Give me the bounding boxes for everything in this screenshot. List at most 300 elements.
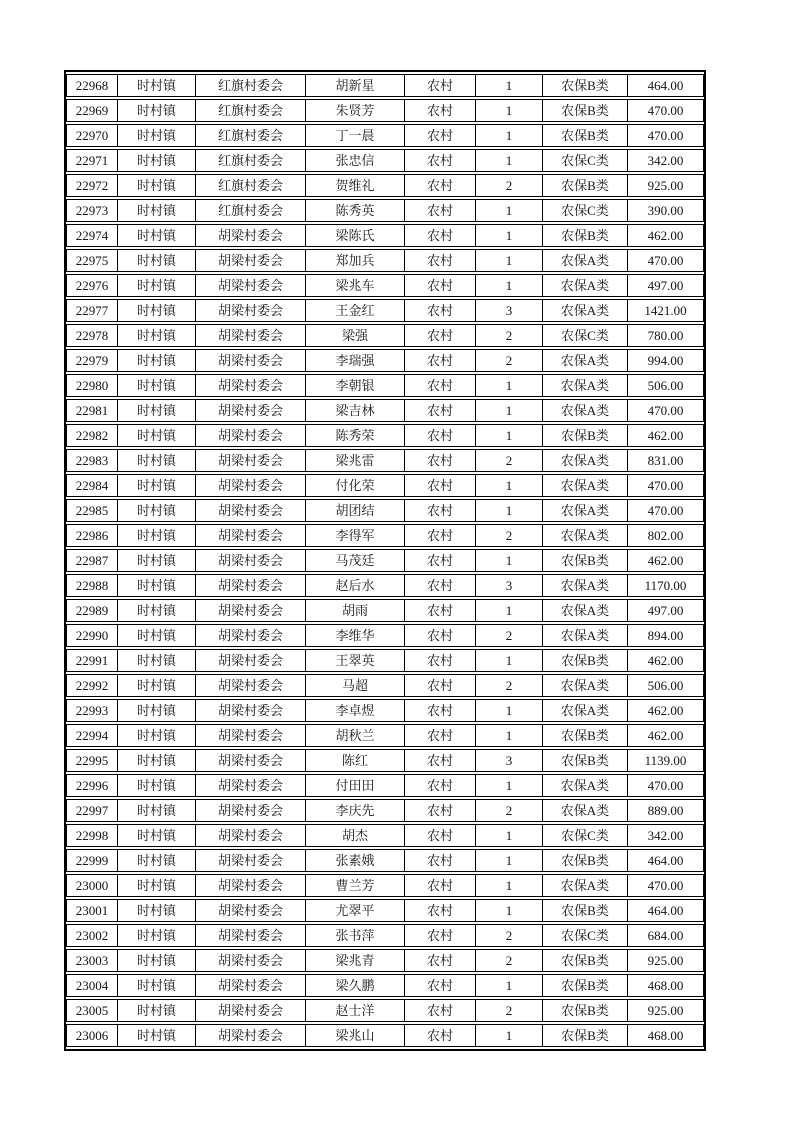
cell-person-count: 2: [475, 174, 542, 197]
table-row: [66, 599, 704, 622]
cell-insurance-class: 农保B类: [542, 949, 627, 972]
table-row: [66, 524, 704, 547]
table-row: [66, 324, 704, 347]
cell-insurance-class: 农保A类: [542, 599, 627, 622]
cell-village-committee: 胡梁村委会: [195, 624, 305, 647]
cell-village-committee: 胡梁村委会: [195, 999, 305, 1022]
cell-residence-type: 农村: [404, 149, 475, 172]
cell-person-name: 梁兆车: [305, 274, 404, 297]
cell-village-committee: 胡梁村委会: [195, 899, 305, 922]
table-row: [66, 399, 704, 422]
cell-amount: 470.00: [627, 474, 704, 497]
cell-town: 时村镇: [117, 799, 195, 822]
cell-insurance-class: 农保A类: [542, 874, 627, 897]
cell-village-committee: 胡梁村委会: [195, 499, 305, 522]
cell-insurance-class: 农保A类: [542, 624, 627, 647]
cell-amount: 464.00: [627, 849, 704, 872]
cell-person-count: 1: [475, 249, 542, 272]
table-row: [66, 699, 704, 722]
cell-person-count: 1: [475, 474, 542, 497]
cell-person-name: 马超: [305, 674, 404, 697]
cell-town: 时村镇: [117, 749, 195, 772]
cell-village-committee: 胡梁村委会: [195, 974, 305, 997]
cell-person-name: 梁陈氏: [305, 224, 404, 247]
cell-village-committee: 胡梁村委会: [195, 374, 305, 397]
cell-person-count: 1: [475, 74, 542, 97]
cell-serial-no: 22977: [66, 299, 117, 322]
cell-person-count: 2: [475, 924, 542, 947]
table-row: [66, 499, 704, 522]
cell-person-count: 1: [475, 549, 542, 572]
cell-residence-type: 农村: [404, 624, 475, 647]
cell-residence-type: 农村: [404, 574, 475, 597]
cell-person-count: 1: [475, 199, 542, 222]
cell-town: 时村镇: [117, 199, 195, 222]
cell-village-committee: 胡梁村委会: [195, 699, 305, 722]
cell-serial-no: 22974: [66, 224, 117, 247]
table-row: [66, 74, 704, 97]
cell-amount: 462.00: [627, 649, 704, 672]
cell-person-name: 梁兆青: [305, 949, 404, 972]
cell-serial-no: 22996: [66, 774, 117, 797]
cell-residence-type: 农村: [404, 399, 475, 422]
cell-village-committee: 红旗村委会: [195, 174, 305, 197]
cell-serial-no: 22971: [66, 149, 117, 172]
cell-person-count: 2: [475, 799, 542, 822]
cell-person-count: 1: [475, 224, 542, 247]
cell-insurance-class: 农保C类: [542, 924, 627, 947]
cell-person-name: 马茂廷: [305, 549, 404, 572]
table-row: [66, 849, 704, 872]
cell-town: 时村镇: [117, 774, 195, 797]
cell-insurance-class: 农保A类: [542, 499, 627, 522]
cell-insurance-class: 农保A类: [542, 399, 627, 422]
cell-residence-type: 农村: [404, 74, 475, 97]
cell-amount: 470.00: [627, 499, 704, 522]
cell-serial-no: 22989: [66, 599, 117, 622]
cell-residence-type: 农村: [404, 449, 475, 472]
cell-village-committee: 胡梁村委会: [195, 299, 305, 322]
table-row: [66, 99, 704, 122]
cell-person-name: 赵士洋: [305, 999, 404, 1022]
cell-amount: 342.00: [627, 149, 704, 172]
table-row: [66, 474, 704, 497]
cell-village-committee: 胡梁村委会: [195, 774, 305, 797]
cell-serial-no: 22995: [66, 749, 117, 772]
cell-town: 时村镇: [117, 299, 195, 322]
cell-residence-type: 农村: [404, 249, 475, 272]
cell-amount: 925.00: [627, 949, 704, 972]
cell-person-name: 付田田: [305, 774, 404, 797]
cell-person-count: 1: [475, 874, 542, 897]
table-row: [66, 174, 704, 197]
cell-insurance-class: 农保C类: [542, 149, 627, 172]
cell-amount: 470.00: [627, 774, 704, 797]
cell-person-count: 1: [475, 149, 542, 172]
cell-amount: 462.00: [627, 549, 704, 572]
cell-serial-no: 22985: [66, 499, 117, 522]
cell-village-committee: 胡梁村委会: [195, 799, 305, 822]
table-row: [66, 1024, 704, 1047]
cell-serial-no: 22978: [66, 324, 117, 347]
cell-person-name: 陈红: [305, 749, 404, 772]
cell-amount: 470.00: [627, 249, 704, 272]
cell-amount: 464.00: [627, 899, 704, 922]
cell-amount: 464.00: [627, 74, 704, 97]
cell-residence-type: 农村: [404, 99, 475, 122]
table-row: [66, 374, 704, 397]
cell-residence-type: 农村: [404, 824, 475, 847]
cell-serial-no: 22980: [66, 374, 117, 397]
cell-serial-no: 23006: [66, 1024, 117, 1047]
cell-serial-no: 23001: [66, 899, 117, 922]
cell-insurance-class: 农保A类: [542, 799, 627, 822]
cell-amount: 462.00: [627, 224, 704, 247]
cell-serial-no: 22983: [66, 449, 117, 472]
table-row: [66, 724, 704, 747]
cell-insurance-class: 农保B类: [542, 124, 627, 147]
cell-town: 时村镇: [117, 374, 195, 397]
cell-serial-no: 22988: [66, 574, 117, 597]
pension-roster-table: [64, 70, 706, 1051]
cell-insurance-class: 农保B类: [542, 724, 627, 747]
cell-person-name: 曹兰芳: [305, 874, 404, 897]
cell-town: 时村镇: [117, 274, 195, 297]
cell-person-name: 胡雨: [305, 599, 404, 622]
cell-person-count: 3: [475, 749, 542, 772]
cell-serial-no: 22976: [66, 274, 117, 297]
table-row: [66, 674, 704, 697]
cell-insurance-class: 农保B类: [542, 974, 627, 997]
cell-residence-type: 农村: [404, 949, 475, 972]
cell-village-committee: 胡梁村委会: [195, 824, 305, 847]
cell-village-committee: 胡梁村委会: [195, 649, 305, 672]
cell-insurance-class: 农保C类: [542, 824, 627, 847]
cell-town: 时村镇: [117, 499, 195, 522]
cell-serial-no: 23003: [66, 949, 117, 972]
cell-insurance-class: 农保A类: [542, 474, 627, 497]
cell-town: 时村镇: [117, 549, 195, 572]
cell-serial-no: 22990: [66, 624, 117, 647]
cell-serial-no: 22984: [66, 474, 117, 497]
cell-insurance-class: 农保B类: [542, 549, 627, 572]
cell-person-name: 梁兆山: [305, 1024, 404, 1047]
cell-village-committee: 红旗村委会: [195, 149, 305, 172]
cell-town: 时村镇: [117, 99, 195, 122]
cell-serial-no: 22982: [66, 424, 117, 447]
cell-amount: 468.00: [627, 1024, 704, 1047]
cell-town: 时村镇: [117, 324, 195, 347]
cell-insurance-class: 农保A类: [542, 249, 627, 272]
table-row: [66, 349, 704, 372]
pension-roster-grid: [66, 72, 704, 1049]
cell-town: 时村镇: [117, 174, 195, 197]
cell-person-count: 2: [475, 949, 542, 972]
cell-person-count: 1: [475, 399, 542, 422]
cell-amount: 925.00: [627, 999, 704, 1022]
cell-insurance-class: 农保A类: [542, 449, 627, 472]
cell-serial-no: 22986: [66, 524, 117, 547]
cell-residence-type: 农村: [404, 174, 475, 197]
cell-town: 时村镇: [117, 449, 195, 472]
cell-village-committee: 胡梁村委会: [195, 1024, 305, 1047]
cell-town: 时村镇: [117, 349, 195, 372]
cell-residence-type: 农村: [404, 599, 475, 622]
cell-serial-no: 22979: [66, 349, 117, 372]
cell-amount: 831.00: [627, 449, 704, 472]
table-row: [66, 449, 704, 472]
cell-insurance-class: 农保A类: [542, 349, 627, 372]
cell-person-count: 1: [475, 124, 542, 147]
cell-residence-type: 农村: [404, 524, 475, 547]
cell-insurance-class: 农保B类: [542, 74, 627, 97]
cell-person-name: 梁久鹏: [305, 974, 404, 997]
cell-residence-type: 农村: [404, 324, 475, 347]
cell-person-name: 梁吉林: [305, 399, 404, 422]
cell-town: 时村镇: [117, 599, 195, 622]
cell-person-name: 尤翠平: [305, 899, 404, 922]
cell-village-committee: 胡梁村委会: [195, 474, 305, 497]
cell-amount: 462.00: [627, 424, 704, 447]
cell-village-committee: 胡梁村委会: [195, 874, 305, 897]
cell-town: 时村镇: [117, 924, 195, 947]
cell-person-name: 李朝银: [305, 374, 404, 397]
cell-insurance-class: 农保B类: [542, 424, 627, 447]
cell-insurance-class: 农保B类: [542, 999, 627, 1022]
cell-person-count: 1: [475, 974, 542, 997]
cell-serial-no: 23005: [66, 999, 117, 1022]
cell-town: 时村镇: [117, 74, 195, 97]
cell-amount: 1421.00: [627, 299, 704, 322]
cell-person-name: 胡秋兰: [305, 724, 404, 747]
table-row: [66, 299, 704, 322]
cell-residence-type: 农村: [404, 999, 475, 1022]
table-row: [66, 274, 704, 297]
table-row: [66, 224, 704, 247]
cell-town: 时村镇: [117, 899, 195, 922]
cell-person-count: 2: [475, 449, 542, 472]
cell-village-committee: 胡梁村委会: [195, 674, 305, 697]
cell-person-name: 胡团结: [305, 499, 404, 522]
cell-town: 时村镇: [117, 1024, 195, 1047]
cell-residence-type: 农村: [404, 299, 475, 322]
cell-village-committee: 红旗村委会: [195, 99, 305, 122]
cell-person-name: 丁一晨: [305, 124, 404, 147]
cell-person-name: 梁兆雷: [305, 449, 404, 472]
table-row: [66, 424, 704, 447]
cell-town: 时村镇: [117, 249, 195, 272]
table-row: [66, 874, 704, 897]
cell-person-count: 1: [475, 774, 542, 797]
cell-residence-type: 农村: [404, 274, 475, 297]
table-row: [66, 574, 704, 597]
cell-insurance-class: 农保B类: [542, 749, 627, 772]
cell-town: 时村镇: [117, 849, 195, 872]
cell-amount: 468.00: [627, 974, 704, 997]
cell-insurance-class: 农保B类: [542, 224, 627, 247]
cell-village-committee: 胡梁村委会: [195, 549, 305, 572]
cell-insurance-class: 农保A类: [542, 299, 627, 322]
table-row: [66, 199, 704, 222]
cell-person-name: 张书萍: [305, 924, 404, 947]
cell-person-name: 李卓煜: [305, 699, 404, 722]
cell-person-count: 1: [475, 699, 542, 722]
table-row: [66, 799, 704, 822]
cell-serial-no: 22991: [66, 649, 117, 672]
cell-residence-type: 农村: [404, 124, 475, 147]
cell-village-committee: 胡梁村委会: [195, 924, 305, 947]
cell-town: 时村镇: [117, 624, 195, 647]
cell-village-committee: 胡梁村委会: [195, 949, 305, 972]
table-row: [66, 824, 704, 847]
cell-person-count: 2: [475, 999, 542, 1022]
cell-town: 时村镇: [117, 124, 195, 147]
cell-village-committee: 胡梁村委会: [195, 449, 305, 472]
cell-residence-type: 农村: [404, 749, 475, 772]
cell-serial-no: 22997: [66, 799, 117, 822]
cell-village-committee: 胡梁村委会: [195, 424, 305, 447]
cell-serial-no: 22981: [66, 399, 117, 422]
cell-village-committee: 胡梁村委会: [195, 224, 305, 247]
cell-serial-no: 22969: [66, 99, 117, 122]
cell-residence-type: 农村: [404, 549, 475, 572]
table-row: [66, 949, 704, 972]
cell-village-committee: 胡梁村委会: [195, 849, 305, 872]
cell-person-count: 1: [475, 849, 542, 872]
cell-residence-type: 农村: [404, 1024, 475, 1047]
cell-serial-no: 22999: [66, 849, 117, 872]
cell-person-count: 1: [475, 424, 542, 447]
cell-residence-type: 农村: [404, 874, 475, 897]
cell-person-name: 张忠信: [305, 149, 404, 172]
cell-amount: 894.00: [627, 624, 704, 647]
cell-person-count: 2: [475, 349, 542, 372]
cell-amount: 802.00: [627, 524, 704, 547]
cell-residence-type: 农村: [404, 424, 475, 447]
cell-insurance-class: 农保B类: [542, 849, 627, 872]
cell-person-name: 李庆先: [305, 799, 404, 822]
cell-serial-no: 22975: [66, 249, 117, 272]
cell-town: 时村镇: [117, 424, 195, 447]
cell-town: 时村镇: [117, 524, 195, 547]
cell-village-committee: 胡梁村委会: [195, 749, 305, 772]
table-row: [66, 649, 704, 672]
cell-person-count: 1: [475, 824, 542, 847]
cell-insurance-class: 农保A类: [542, 674, 627, 697]
cell-amount: 994.00: [627, 349, 704, 372]
cell-amount: 497.00: [627, 274, 704, 297]
cell-serial-no: 23004: [66, 974, 117, 997]
cell-amount: 925.00: [627, 174, 704, 197]
cell-village-committee: 胡梁村委会: [195, 274, 305, 297]
cell-amount: 889.00: [627, 799, 704, 822]
cell-insurance-class: 农保A类: [542, 699, 627, 722]
cell-residence-type: 农村: [404, 699, 475, 722]
cell-residence-type: 农村: [404, 774, 475, 797]
cell-amount: 780.00: [627, 324, 704, 347]
cell-town: 时村镇: [117, 999, 195, 1022]
cell-person-count: 3: [475, 574, 542, 597]
cell-amount: 497.00: [627, 599, 704, 622]
cell-person-name: 朱贤芳: [305, 99, 404, 122]
cell-person-count: 2: [475, 674, 542, 697]
cell-residence-type: 农村: [404, 199, 475, 222]
cell-residence-type: 农村: [404, 974, 475, 997]
cell-person-name: 郑加兵: [305, 249, 404, 272]
cell-village-committee: 胡梁村委会: [195, 349, 305, 372]
table-row: [66, 899, 704, 922]
cell-person-count: 1: [475, 1024, 542, 1047]
table-row: [66, 999, 704, 1022]
cell-town: 时村镇: [117, 974, 195, 997]
cell-residence-type: 农村: [404, 899, 475, 922]
cell-town: 时村镇: [117, 649, 195, 672]
cell-serial-no: 22972: [66, 174, 117, 197]
table-body: [66, 74, 704, 1047]
cell-amount: 1170.00: [627, 574, 704, 597]
cell-person-name: 王翠英: [305, 649, 404, 672]
cell-town: 时村镇: [117, 574, 195, 597]
cell-residence-type: 农村: [404, 799, 475, 822]
cell-person-name: 梁强: [305, 324, 404, 347]
cell-serial-no: 22993: [66, 699, 117, 722]
cell-residence-type: 农村: [404, 474, 475, 497]
cell-amount: 462.00: [627, 724, 704, 747]
cell-serial-no: 23000: [66, 874, 117, 897]
cell-village-committee: 胡梁村委会: [195, 399, 305, 422]
table-row: [66, 624, 704, 647]
cell-person-name: 赵后水: [305, 574, 404, 597]
cell-residence-type: 农村: [404, 849, 475, 872]
cell-person-name: 李瑞强: [305, 349, 404, 372]
cell-village-committee: 红旗村委会: [195, 74, 305, 97]
cell-serial-no: 22987: [66, 549, 117, 572]
cell-person-name: 李得军: [305, 524, 404, 547]
table-row: [66, 774, 704, 797]
cell-village-committee: 胡梁村委会: [195, 724, 305, 747]
cell-person-count: 1: [475, 274, 542, 297]
cell-town: 时村镇: [117, 224, 195, 247]
cell-town: 时村镇: [117, 699, 195, 722]
cell-person-name: 贺维礼: [305, 174, 404, 197]
cell-residence-type: 农村: [404, 349, 475, 372]
cell-amount: 470.00: [627, 874, 704, 897]
cell-serial-no: 23002: [66, 924, 117, 947]
table-row: [66, 924, 704, 947]
cell-person-name: 胡杰: [305, 824, 404, 847]
table-row: [66, 124, 704, 147]
cell-village-committee: 胡梁村委会: [195, 324, 305, 347]
cell-person-name: 付化荣: [305, 474, 404, 497]
cell-residence-type: 农村: [404, 649, 475, 672]
cell-person-count: 1: [475, 649, 542, 672]
cell-village-committee: 胡梁村委会: [195, 524, 305, 547]
cell-person-name: 李维华: [305, 624, 404, 647]
cell-person-name: 陈秀荣: [305, 424, 404, 447]
cell-residence-type: 农村: [404, 374, 475, 397]
cell-person-count: 1: [475, 99, 542, 122]
cell-town: 时村镇: [117, 724, 195, 747]
cell-serial-no: 22973: [66, 199, 117, 222]
cell-person-name: 胡新星: [305, 74, 404, 97]
cell-serial-no: 22998: [66, 824, 117, 847]
cell-person-count: 2: [475, 524, 542, 547]
cell-serial-no: 22994: [66, 724, 117, 747]
cell-person-count: 3: [475, 299, 542, 322]
cell-amount: 684.00: [627, 924, 704, 947]
cell-town: 时村镇: [117, 149, 195, 172]
cell-amount: 390.00: [627, 199, 704, 222]
